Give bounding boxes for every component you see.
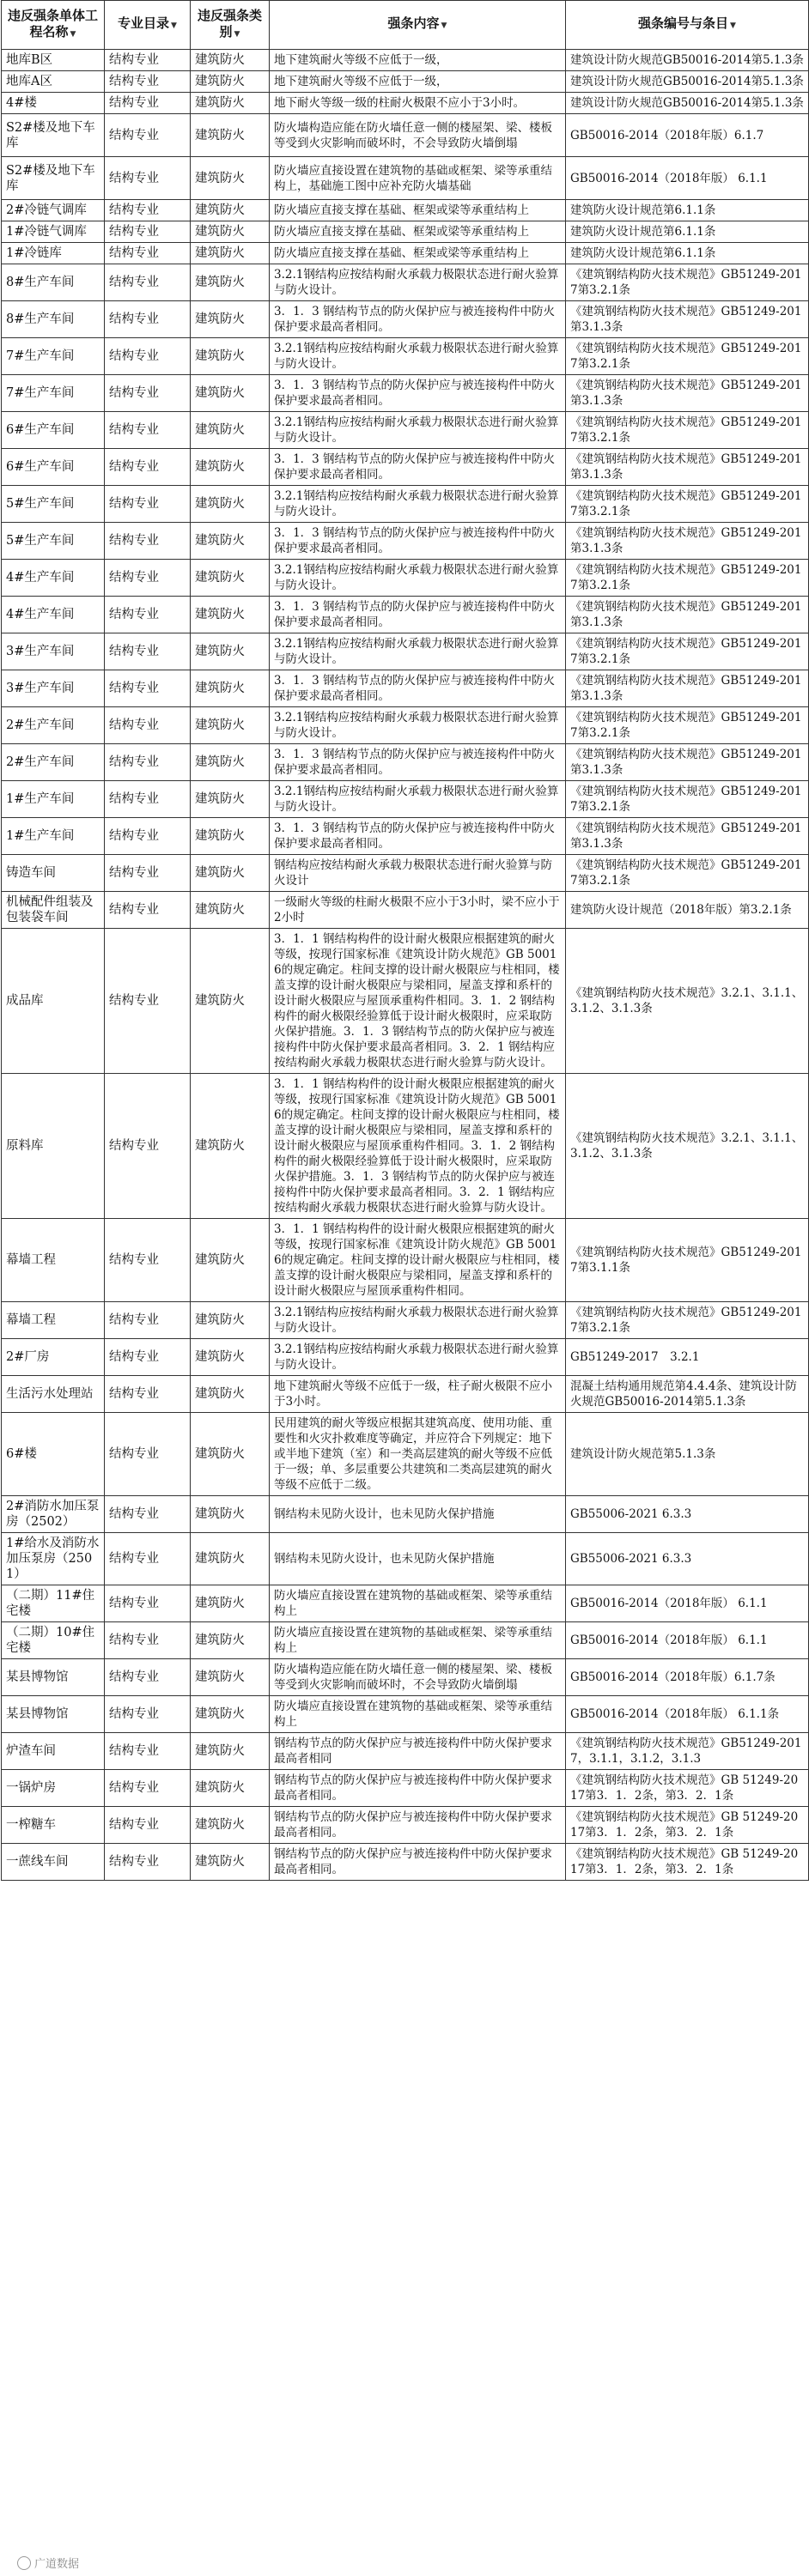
cell-unit[interactable]: 8#生产车间 bbox=[2, 301, 105, 338]
cell-category[interactable]: 建筑防火 bbox=[191, 1733, 270, 1770]
cell-code[interactable]: GB50016-2014（2018年版） 6.1.1 bbox=[566, 157, 809, 200]
table-row bbox=[2, 50, 809, 71]
cell-category[interactable]: 建筑防火 bbox=[191, 1622, 270, 1659]
cell-category[interactable]: 建筑防火 bbox=[191, 781, 270, 818]
cell-unit[interactable]: 一榨糖车 bbox=[2, 1807, 105, 1844]
cell-content[interactable]: 3.2.1钢结构应按结构耐火承载力极限状态进行耐火验算与防火设计。 bbox=[270, 264, 566, 301]
cell-content[interactable]: 地下耐火等级一级的柱耐火极限不应小于3小时。 bbox=[270, 93, 566, 114]
cell-code[interactable]: 建筑设计防火规范GB50016-2014第5.1.3条 bbox=[566, 50, 809, 71]
table-row bbox=[2, 597, 809, 633]
cell-content[interactable]: 防火墙构造应能在防火墙任意一侧的楼屋架、梁、楼板等受到火灾影响而破坏时，不会导致防火墙倒塌 bbox=[270, 1659, 566, 1696]
cell-major[interactable]: 结构专业 bbox=[105, 338, 191, 375]
cell-unit[interactable]: 幕墙工程 bbox=[2, 1302, 105, 1339]
cell-category[interactable]: 建筑防火 bbox=[191, 1659, 270, 1696]
cell-category[interactable]: 建筑防火 bbox=[191, 301, 270, 338]
cell-category[interactable]: 建筑防火 bbox=[191, 1844, 270, 1881]
cell-category[interactable]: 建筑防火 bbox=[191, 1770, 270, 1807]
cell-content[interactable]: 地下建筑耐火等级不应低于一级，柱子耐火极限不应小于3小时。 bbox=[270, 1376, 566, 1413]
cell-content[interactable]: 3.2.1钢结构应按结构耐火承载力极限状态进行耐火验算与防火设计。 bbox=[270, 560, 566, 597]
cell-unit[interactable]: 6#楼 bbox=[2, 1413, 105, 1496]
table-row bbox=[2, 1770, 809, 1807]
cell-major[interactable]: 结构专业 bbox=[105, 633, 191, 670]
cell-code[interactable]: 建筑防火设计规范第6.1.1条 bbox=[566, 243, 809, 264]
cell-category[interactable]: 建筑防火 bbox=[191, 50, 270, 71]
cell-content[interactable]: 3.2.1钢结构应按结构耐火承载力极限状态进行耐火验算与防火设计。 bbox=[270, 1302, 566, 1339]
cell-code[interactable]: 《建筑钢结构防火技术规范》GB51249-201第3.1.3条 bbox=[566, 670, 809, 707]
table-row bbox=[2, 1219, 809, 1302]
header-major[interactable] bbox=[105, 1, 191, 50]
cell-content[interactable]: 3．1．3 钢结构节点的防火保护应与被连接构件中防火保护要求最高者相同。 bbox=[270, 523, 566, 560]
table-row bbox=[2, 1807, 809, 1844]
cell-unit[interactable]: 幕墙工程 bbox=[2, 1219, 105, 1302]
cell-code[interactable]: GB50016-2014（2018年版）6.1.7条 bbox=[566, 1659, 809, 1696]
cell-unit[interactable]: 1#生产车间 bbox=[2, 818, 105, 855]
header-unit-label: 违反强条单体工程名称 bbox=[7, 7, 98, 39]
cell-unit[interactable]: 5#生产车间 bbox=[2, 523, 105, 560]
cell-major[interactable]: 结构专业 bbox=[105, 1696, 191, 1733]
cell-category[interactable]: 建筑防火 bbox=[191, 486, 270, 523]
cell-major[interactable]: 结构专业 bbox=[105, 818, 191, 855]
cell-major[interactable]: 结构专业 bbox=[105, 1339, 191, 1376]
cell-major[interactable]: 结构专业 bbox=[105, 707, 191, 744]
watermark-text: 广道数据 bbox=[34, 2558, 80, 2571]
cell-content[interactable]: 防火墙应直接设置在建筑物的基础或框架、梁等承重结构上，基础施工图中应补充防火墙基础 bbox=[270, 157, 566, 200]
cell-major[interactable]: 结构专业 bbox=[105, 744, 191, 781]
table-row bbox=[2, 707, 809, 744]
filter-dropdown-icon[interactable]: ▼ bbox=[441, 21, 447, 30]
table-row bbox=[2, 200, 809, 221]
cell-code[interactable]: 《建筑钢结构防火技术规范》GB51249-2017第3.2.1条 bbox=[566, 1302, 809, 1339]
table-row bbox=[2, 264, 809, 301]
table-row bbox=[2, 892, 809, 929]
cell-category[interactable]: 建筑防火 bbox=[191, 1696, 270, 1733]
cell-code[interactable]: 《建筑钢结构防火技术规范》GB51249-2017第3.2.1条 bbox=[566, 633, 809, 670]
table-row bbox=[2, 375, 809, 412]
cell-category[interactable]: 建筑防火 bbox=[191, 1496, 270, 1533]
cell-unit[interactable]: 铸造车间 bbox=[2, 855, 105, 892]
cell-category[interactable]: 建筑防火 bbox=[191, 929, 270, 1074]
filter-dropdown-icon[interactable]: ▼ bbox=[70, 29, 76, 39]
table-row bbox=[2, 1844, 809, 1881]
cell-category[interactable]: 建筑防火 bbox=[191, 818, 270, 855]
cell-major[interactable]: 结构专业 bbox=[105, 1770, 191, 1807]
cell-category[interactable]: 建筑防火 bbox=[191, 1376, 270, 1413]
cell-major[interactable]: 结构专业 bbox=[105, 50, 191, 71]
cell-content[interactable]: 民用建筑的耐火等级应根据其建筑高度、使用功能、重要性和火灾扑救难度等确定，并应符合下列规定：地下或半地下建筑（室）和一类高层建筑的耐火等级不应低于一级；单、多层重要公共建筑和二类高层建筑的耐火等级不应低于二级。 bbox=[270, 1413, 566, 1496]
cell-category[interactable]: 建筑防火 bbox=[191, 892, 270, 929]
cell-content[interactable]: 钢结构节点的防火保护应与被连接构件中防火保护要求最高者相同。 bbox=[270, 1807, 566, 1844]
cell-content[interactable]: 一级耐火等级的柱耐火极限不应小于3小时，梁不应小于2小时 bbox=[270, 892, 566, 929]
watermark-logo-icon bbox=[17, 2556, 31, 2570]
cell-content[interactable]: 3.2.1钢结构应按结构耐火承载力极限状态进行耐火验算与防火设计。 bbox=[270, 338, 566, 375]
header-category-label: 违反强条类别 bbox=[197, 7, 262, 39]
cell-major[interactable]: 结构专业 bbox=[105, 1413, 191, 1496]
cell-unit[interactable]: 4#生产车间 bbox=[2, 560, 105, 597]
cell-unit[interactable]: 3#生产车间 bbox=[2, 633, 105, 670]
cell-major[interactable]: 结构专业 bbox=[105, 560, 191, 597]
cell-major[interactable]: 结构专业 bbox=[105, 929, 191, 1074]
cell-major[interactable]: 结构专业 bbox=[105, 71, 191, 93]
table-row bbox=[2, 1659, 809, 1696]
cell-code[interactable]: 建筑设计防火规范GB50016-2014第5.1.3条 bbox=[566, 71, 809, 93]
table-row bbox=[2, 93, 809, 114]
cell-content[interactable]: 防火墙构造应能在防火墙任意一侧的楼屋架、梁、楼板等受到火灾影响而破坏时，不会导致防火墙倒塌 bbox=[270, 114, 566, 157]
cell-content[interactable]: 3．1．3 钢结构节点的防火保护应与被连接构件中防火保护要求最高者相同。 bbox=[270, 375, 566, 412]
cell-major[interactable]: 结构专业 bbox=[105, 243, 191, 264]
cell-category[interactable]: 建筑防火 bbox=[191, 200, 270, 221]
cell-major[interactable]: 结构专业 bbox=[105, 114, 191, 157]
table-row bbox=[2, 486, 809, 523]
cell-major[interactable]: 结构专业 bbox=[105, 1844, 191, 1881]
cell-category[interactable]: 建筑防火 bbox=[191, 1585, 270, 1622]
table-row bbox=[2, 818, 809, 855]
cell-content[interactable]: 3．1．3 钢结构节点的防火保护应与被连接构件中防火保护要求最高者相同。 bbox=[270, 597, 566, 633]
cell-code[interactable]: 建筑防火设计规范第6.1.1条 bbox=[566, 221, 809, 243]
cell-unit[interactable]: （二期）11#住宅楼 bbox=[2, 1585, 105, 1622]
cell-code[interactable]: 《建筑钢结构防火技术规范》3.2.1、3.1.1、3.1.2、3.1.3条 bbox=[566, 929, 809, 1074]
cell-unit[interactable]: 1#冷链库 bbox=[2, 243, 105, 264]
cell-content[interactable]: 3．1．1 钢结构构件的设计耐火极限应根据建筑的耐火等级，按现行国家标准《建筑设计防火规范》GB 50016的规定确定。柱间支撑的设计耐火极限应与柱相同，楼盖支撑的设计耐火极限应与梁相同，屋盖支撑和系杆的设计耐火极限应与屋顶承重构件相同。3．1．2 钢结构构件的耐火极限经验算低于设计耐火极限时，应采取防火保护措施。3．1．3 钢结构节点的防火保护应与被连接构件中防火保护要求最高者相同。3．2．1 钢结构应按结构耐火承载力极限状态进行耐火验算与防火设计。 bbox=[270, 929, 566, 1074]
table-row bbox=[2, 1302, 809, 1339]
cell-code[interactable]: GB50016-2014（2018年版） 6.1.1 bbox=[566, 1622, 809, 1659]
cell-code[interactable]: GB55006-2021 6.3.3 bbox=[566, 1496, 809, 1533]
cell-unit[interactable]: 2#消防水加压泵房（2502） bbox=[2, 1496, 105, 1533]
cell-unit[interactable]: 原料库 bbox=[2, 1074, 105, 1219]
cell-unit[interactable]: 生活污水处理站 bbox=[2, 1376, 105, 1413]
cell-category[interactable]: 建筑防火 bbox=[191, 338, 270, 375]
table-row bbox=[2, 1733, 809, 1770]
cell-category[interactable]: 建筑防火 bbox=[191, 707, 270, 744]
table-body bbox=[2, 50, 809, 1881]
cell-category[interactable]: 建筑防火 bbox=[191, 1074, 270, 1219]
cell-code[interactable]: 《建筑钢结构防火技术规范》GB 51249-2017第3．1．2条，第3．2．1条 bbox=[566, 1844, 809, 1881]
filter-dropdown-icon[interactable]: ▼ bbox=[171, 21, 177, 30]
cell-major[interactable]: 结构专业 bbox=[105, 670, 191, 707]
cell-major[interactable]: 结构专业 bbox=[105, 200, 191, 221]
cell-major[interactable]: 结构专业 bbox=[105, 412, 191, 449]
cell-code[interactable]: 《建筑钢结构防火技术规范》GB51249-201第3.1.3条 bbox=[566, 597, 809, 633]
cell-major[interactable]: 结构专业 bbox=[105, 486, 191, 523]
cell-category[interactable]: 建筑防火 bbox=[191, 744, 270, 781]
cell-content[interactable]: 防火墙应直接支撑在基础、框架或梁等承重结构上 bbox=[270, 221, 566, 243]
cell-major[interactable]: 结构专业 bbox=[105, 1496, 191, 1533]
filter-dropdown-icon[interactable]: ▼ bbox=[730, 21, 736, 30]
cell-content[interactable]: 3.2.1钢结构应按结构耐火承载力极限状态进行耐火验算与防火设计。 bbox=[270, 412, 566, 449]
cell-unit[interactable]: 3#生产车间 bbox=[2, 670, 105, 707]
cell-code[interactable]: GB50016-2014（2018年版） 6.1.1条 bbox=[566, 1696, 809, 1733]
cell-major[interactable]: 结构专业 bbox=[105, 375, 191, 412]
table-header-row bbox=[2, 1, 809, 50]
cell-category[interactable]: 建筑防火 bbox=[191, 1413, 270, 1496]
cell-major[interactable]: 结构专业 bbox=[105, 892, 191, 929]
header-content[interactable] bbox=[270, 1, 566, 50]
cell-code[interactable]: 《建筑钢结构防火技术规范》GB51249-2017第3.1.1条 bbox=[566, 1219, 809, 1302]
cell-unit[interactable]: 6#生产车间 bbox=[2, 449, 105, 486]
cell-unit[interactable]: 地库B区 bbox=[2, 50, 105, 71]
cell-content[interactable]: 钢结构节点的防火保护应与被连接构件中防火保护要求最高者相同。 bbox=[270, 1844, 566, 1881]
cell-unit[interactable]: 炉渣车间 bbox=[2, 1733, 105, 1770]
cell-code[interactable]: 《建筑钢结构防火技术规范》GB51249-2017第3.2.1条 bbox=[566, 338, 809, 375]
table-row bbox=[2, 1496, 809, 1533]
cell-content[interactable]: 钢结构未见防火设计，也未见防火保护措施 bbox=[270, 1496, 566, 1533]
table-row bbox=[2, 1339, 809, 1376]
table-row bbox=[2, 1533, 809, 1585]
cell-category[interactable]: 建筑防火 bbox=[191, 597, 270, 633]
cell-category[interactable]: 建筑防火 bbox=[191, 1339, 270, 1376]
header-code[interactable] bbox=[566, 1, 809, 50]
cell-unit[interactable]: 某县博物馆 bbox=[2, 1659, 105, 1696]
cell-major[interactable]: 结构专业 bbox=[105, 1302, 191, 1339]
cell-category[interactable]: 建筑防火 bbox=[191, 633, 270, 670]
cell-unit[interactable]: 5#生产车间 bbox=[2, 486, 105, 523]
watermark bbox=[17, 2555, 79, 2571]
cell-unit[interactable]: 成品库 bbox=[2, 929, 105, 1074]
cell-code[interactable]: GB50016-2014（2018年版）6.1.7 bbox=[566, 114, 809, 157]
table-row bbox=[2, 157, 809, 200]
cell-unit[interactable]: （二期）10#住宅楼 bbox=[2, 1622, 105, 1659]
table-row bbox=[2, 243, 809, 264]
cell-content[interactable]: 防火墙应直接支撑在基础、框架或梁等承重结构上 bbox=[270, 243, 566, 264]
cell-unit[interactable]: S2#楼及地下车库 bbox=[2, 114, 105, 157]
table-row bbox=[2, 1376, 809, 1413]
cell-content[interactable]: 3．1．3 钢结构节点的防火保护应与被连接构件中防火保护要求最高者相同。 bbox=[270, 744, 566, 781]
table-row bbox=[2, 633, 809, 670]
header-major-label: 专业目录 bbox=[118, 15, 170, 31]
cell-content[interactable]: 3．1．1 钢结构构件的设计耐火极限应根据建筑的耐火等级，按现行国家标准《建筑设计防火规范》GB 50016的规定确定。柱间支撑的设计耐火极限应与柱相同，楼盖支撑的设计耐火极限应与梁相同，屋盖支撑和系杆的设计耐火极限应与屋顶承重构件相同。3．1．2 钢结构构件的耐火极限经验算低于设计耐火极限时，应采取防火保护措施。3．1．3 钢结构节点的防火保护应与被连接构件中防火保护要求最高者相同。3．2．1 钢结构应按结构耐火承载力极限状态进行耐火验算与防火设计。 bbox=[270, 1074, 566, 1219]
table-row bbox=[2, 71, 809, 93]
cell-major[interactable]: 结构专业 bbox=[105, 1219, 191, 1302]
table-row bbox=[2, 1585, 809, 1622]
cell-content[interactable]: 防火墙应直接设置在建筑物的基础或框架、梁等承重结构上 bbox=[270, 1585, 566, 1622]
cell-code[interactable]: 《建筑钢结构防火技术规范》GB 51249-2017第3．1．2条，第3．2．1条 bbox=[566, 1807, 809, 1844]
cell-code[interactable]: 《建筑钢结构防火技术规范》GB51249-2017第3.2.1条 bbox=[566, 855, 809, 892]
filter-dropdown-icon[interactable]: ▼ bbox=[234, 29, 240, 39]
cell-major[interactable]: 结构专业 bbox=[105, 781, 191, 818]
cell-major[interactable]: 结构专业 bbox=[105, 157, 191, 200]
cell-code[interactable]: 《建筑钢结构防火技术规范》GB51249-2017，3.1.1，3.1.2，3.1.3 bbox=[566, 1733, 809, 1770]
cell-major[interactable]: 结构专业 bbox=[105, 264, 191, 301]
cell-code[interactable]: 《建筑钢结构防火技术规范》GB51249-2017第3.2.1条 bbox=[566, 707, 809, 744]
cell-major[interactable]: 结构专业 bbox=[105, 597, 191, 633]
cell-unit[interactable]: 机械配件组装及包装袋车间 bbox=[2, 892, 105, 929]
cell-category[interactable]: 建筑防火 bbox=[191, 1533, 270, 1585]
cell-unit[interactable]: 2#生产车间 bbox=[2, 707, 105, 744]
cell-major[interactable]: 结构专业 bbox=[105, 1733, 191, 1770]
cell-code[interactable]: 《建筑钢结构防火技术规范》GB51249-201第3.1.3条 bbox=[566, 523, 809, 560]
cell-code[interactable]: GB55006-2021 6.3.3 bbox=[566, 1533, 809, 1585]
cell-content[interactable]: 钢结构节点的防火保护应与被连接构件中防火保护要求最高者相同 bbox=[270, 1733, 566, 1770]
cell-category[interactable]: 建筑防火 bbox=[191, 157, 270, 200]
cell-content[interactable]: 防火墙应直接支撑在基础、框架或梁等承重结构上 bbox=[270, 200, 566, 221]
cell-code[interactable]: 《建筑钢结构防火技术规范》GB51249-2017第3.2.1条 bbox=[566, 412, 809, 449]
cell-content[interactable]: 防火墙应直接设置在建筑物的基础或框架、梁等承重结构上 bbox=[270, 1696, 566, 1733]
table-row bbox=[2, 744, 809, 781]
cell-content[interactable]: 3．1．3 钢结构节点的防火保护应与被连接构件中防火保护要求最高者相同。 bbox=[270, 818, 566, 855]
cell-unit[interactable]: 6#生产车间 bbox=[2, 412, 105, 449]
table-row bbox=[2, 449, 809, 486]
cell-category[interactable]: 建筑防火 bbox=[191, 93, 270, 114]
cell-major[interactable]: 结构专业 bbox=[105, 93, 191, 114]
cell-code[interactable]: 《建筑钢结构防火技术规范》GB51249-201第3.1.3条 bbox=[566, 375, 809, 412]
cell-unit[interactable]: 地库A区 bbox=[2, 71, 105, 93]
cell-category[interactable]: 建筑防火 bbox=[191, 375, 270, 412]
cell-content[interactable]: 3.2.1钢结构应按结构耐火承载力极限状态进行耐火验算与防火设计。 bbox=[270, 707, 566, 744]
cell-unit[interactable]: 2#厂房 bbox=[2, 1339, 105, 1376]
cell-code[interactable]: 《建筑钢结构防火技术规范》GB 51249-2017第3．1．2条，第3．2．1条 bbox=[566, 1770, 809, 1807]
cell-content[interactable]: 3．1．3 钢结构节点的防火保护应与被连接构件中防火保护要求最高者相同。 bbox=[270, 670, 566, 707]
cell-major[interactable]: 结构专业 bbox=[105, 301, 191, 338]
table-row bbox=[2, 929, 809, 1074]
table-row bbox=[2, 114, 809, 157]
cell-content[interactable]: 3．1．3 钢结构节点的防火保护应与被连接构件中防火保护要求最高者相同。 bbox=[270, 449, 566, 486]
table-row bbox=[2, 1622, 809, 1659]
cell-unit[interactable]: 8#生产车间 bbox=[2, 264, 105, 301]
cell-unit[interactable]: 2#冷链气调库 bbox=[2, 200, 105, 221]
header-content-label: 强条内容 bbox=[387, 15, 440, 31]
cell-unit[interactable]: 1#冷链气调库 bbox=[2, 221, 105, 243]
cell-category[interactable]: 建筑防火 bbox=[191, 264, 270, 301]
table-row bbox=[2, 221, 809, 243]
header-category[interactable] bbox=[191, 1, 270, 50]
cell-category[interactable]: 建筑防火 bbox=[191, 670, 270, 707]
table-row bbox=[2, 1074, 809, 1219]
cell-category[interactable]: 建筑防火 bbox=[191, 560, 270, 597]
cell-code[interactable]: GB50016-2014（2018年版） 6.1.1 bbox=[566, 1585, 809, 1622]
cell-content[interactable]: 钢结构应按结构耐火承载力极限状态进行耐火验算与防火设计 bbox=[270, 855, 566, 892]
cell-unit[interactable]: 某县博物馆 bbox=[2, 1696, 105, 1733]
cell-content[interactable]: 3．1．3 钢结构节点的防火保护应与被连接构件中防火保护要求最高者相同。 bbox=[270, 301, 566, 338]
cell-content[interactable]: 3.2.1钢结构应按结构耐火承载力极限状态进行耐火验算与防火设计。 bbox=[270, 1339, 566, 1376]
cell-category[interactable]: 建筑防火 bbox=[191, 71, 270, 93]
cell-code[interactable]: 《建筑钢结构防火技术规范》GB51249-201第3.1.3条 bbox=[566, 449, 809, 486]
cell-code[interactable]: 《建筑钢结构防火技术规范》GB51249-201第3.1.3条 bbox=[566, 301, 809, 338]
cell-code[interactable]: GB51249-2017 3.2.1 bbox=[566, 1339, 809, 1376]
cell-category[interactable]: 建筑防火 bbox=[191, 1807, 270, 1844]
cell-content[interactable]: 地下建筑耐火等级不应低于一级， bbox=[270, 71, 566, 93]
cell-content[interactable]: 钢结构未见防火设计，也未见防火保护措施 bbox=[270, 1533, 566, 1585]
cell-category[interactable]: 建筑防火 bbox=[191, 449, 270, 486]
cell-code[interactable]: 建筑设计防火规范第5.1.3条 bbox=[566, 1413, 809, 1496]
cell-content[interactable]: 3．1．1 钢结构构件的设计耐火极限应根据建筑的耐火等级，按现行国家标准《建筑设计防火规范》GB 50016的规定确定。柱间支撑的设计耐火极限应与柱相同，楼盖支撑的设计耐火极限应与梁相同，屋盖支撑和系杆的设计耐火极限应与屋顶承重构件相同。 bbox=[270, 1219, 566, 1302]
cell-unit[interactable]: 一蔗线车间 bbox=[2, 1844, 105, 1881]
cell-major[interactable]: 结构专业 bbox=[105, 1659, 191, 1696]
cell-content[interactable]: 3.2.1钢结构应按结构耐火承载力极限状态进行耐火验算与防火设计。 bbox=[270, 633, 566, 670]
table-row bbox=[2, 1413, 809, 1496]
cell-unit[interactable]: 7#生产车间 bbox=[2, 338, 105, 375]
cell-unit[interactable]: 7#生产车间 bbox=[2, 375, 105, 412]
cell-major[interactable]: 结构专业 bbox=[105, 855, 191, 892]
cell-category[interactable]: 建筑防火 bbox=[191, 114, 270, 157]
cell-major[interactable]: 结构专业 bbox=[105, 1074, 191, 1219]
cell-unit[interactable]: 一锅炉房 bbox=[2, 1770, 105, 1807]
table-row bbox=[2, 855, 809, 892]
cell-content[interactable]: 防火墙应直接设置在建筑物的基础或框架、梁等承重结构上 bbox=[270, 1622, 566, 1659]
violation-table bbox=[1, 0, 809, 1881]
cell-unit[interactable]: 2#生产车间 bbox=[2, 744, 105, 781]
cell-code[interactable]: 建筑防火设计规范第6.1.1条 bbox=[566, 200, 809, 221]
cell-content[interactable]: 地下建筑耐火等级不应低于一级， bbox=[270, 50, 566, 71]
table-row bbox=[2, 560, 809, 597]
cell-major[interactable]: 结构专业 bbox=[105, 523, 191, 560]
table-row bbox=[2, 523, 809, 560]
table-row bbox=[2, 781, 809, 818]
cell-category[interactable]: 建筑防火 bbox=[191, 523, 270, 560]
table-row bbox=[2, 1696, 809, 1733]
header-code-label: 强条编号与条目 bbox=[638, 15, 729, 31]
cell-major[interactable]: 结构专业 bbox=[105, 1533, 191, 1585]
table-row bbox=[2, 301, 809, 338]
cell-category[interactable]: 建筑防火 bbox=[191, 221, 270, 243]
cell-content[interactable]: 3.2.1钢结构应按结构耐火承载力极限状态进行耐火验算与防火设计。 bbox=[270, 486, 566, 523]
cell-content[interactable]: 3.2.1钢结构应按结构耐火承载力极限状态进行耐火验算与防火设计。 bbox=[270, 781, 566, 818]
header-unit[interactable] bbox=[2, 1, 105, 50]
cell-content[interactable]: 钢结构节点的防火保护应与被连接构件中防火保护要求最高者相同。 bbox=[270, 1770, 566, 1807]
cell-major[interactable]: 结构专业 bbox=[105, 221, 191, 243]
cell-unit[interactable]: 1#给水及消防水加压泵房（2501） bbox=[2, 1533, 105, 1585]
table-row bbox=[2, 670, 809, 707]
cell-major[interactable]: 结构专业 bbox=[105, 1585, 191, 1622]
cell-code[interactable]: 《建筑钢结构防火技术规范》GB51249-201第3.1.3条 bbox=[566, 744, 809, 781]
cell-code[interactable]: 建筑设计防火规范GB50016-2014第5.1.3条 bbox=[566, 93, 809, 114]
cell-code[interactable]: 《建筑钢结构防火技术规范》GB51249-2017第3.2.1条 bbox=[566, 264, 809, 301]
cell-category[interactable]: 建筑防火 bbox=[191, 412, 270, 449]
cell-category[interactable]: 建筑防火 bbox=[191, 1302, 270, 1339]
cell-code[interactable]: 《建筑钢结构防火技术规范》GB51249-201第3.1.3条 bbox=[566, 818, 809, 855]
cell-unit[interactable]: 4#楼 bbox=[2, 93, 105, 114]
cell-unit[interactable]: 4#生产车间 bbox=[2, 597, 105, 633]
cell-code[interactable]: 《建筑钢结构防火技术规范》GB51249-2017第3.2.1条 bbox=[566, 486, 809, 523]
cell-unit[interactable]: 1#生产车间 bbox=[2, 781, 105, 818]
cell-code[interactable]: 建筑防火设计规范（2018年版）第3.2.1条 bbox=[566, 892, 809, 929]
cell-code[interactable]: 《建筑钢结构防火技术规范》GB51249-2017第3.2.1条 bbox=[566, 560, 809, 597]
table-row bbox=[2, 412, 809, 449]
cell-code[interactable]: 混凝土结构通用规范第4.4.4条、建筑设计防火规范GB50016-2014第5.1.3条 bbox=[566, 1376, 809, 1413]
cell-category[interactable]: 建筑防火 bbox=[191, 243, 270, 264]
cell-major[interactable]: 结构专业 bbox=[105, 1622, 191, 1659]
cell-category[interactable]: 建筑防火 bbox=[191, 855, 270, 892]
cell-major[interactable]: 结构专业 bbox=[105, 1807, 191, 1844]
cell-code[interactable]: 《建筑钢结构防火技术规范》3.2.1、3.1.1、3.1.2、3.1.3条 bbox=[566, 1074, 809, 1219]
cell-major[interactable]: 结构专业 bbox=[105, 1376, 191, 1413]
cell-unit[interactable]: S2#楼及地下车库 bbox=[2, 157, 105, 200]
cell-major[interactable]: 结构专业 bbox=[105, 449, 191, 486]
table-row bbox=[2, 338, 809, 375]
cell-code[interactable]: 《建筑钢结构防火技术规范》GB51249-2017第3.2.1条 bbox=[566, 781, 809, 818]
cell-category[interactable]: 建筑防火 bbox=[191, 1219, 270, 1302]
